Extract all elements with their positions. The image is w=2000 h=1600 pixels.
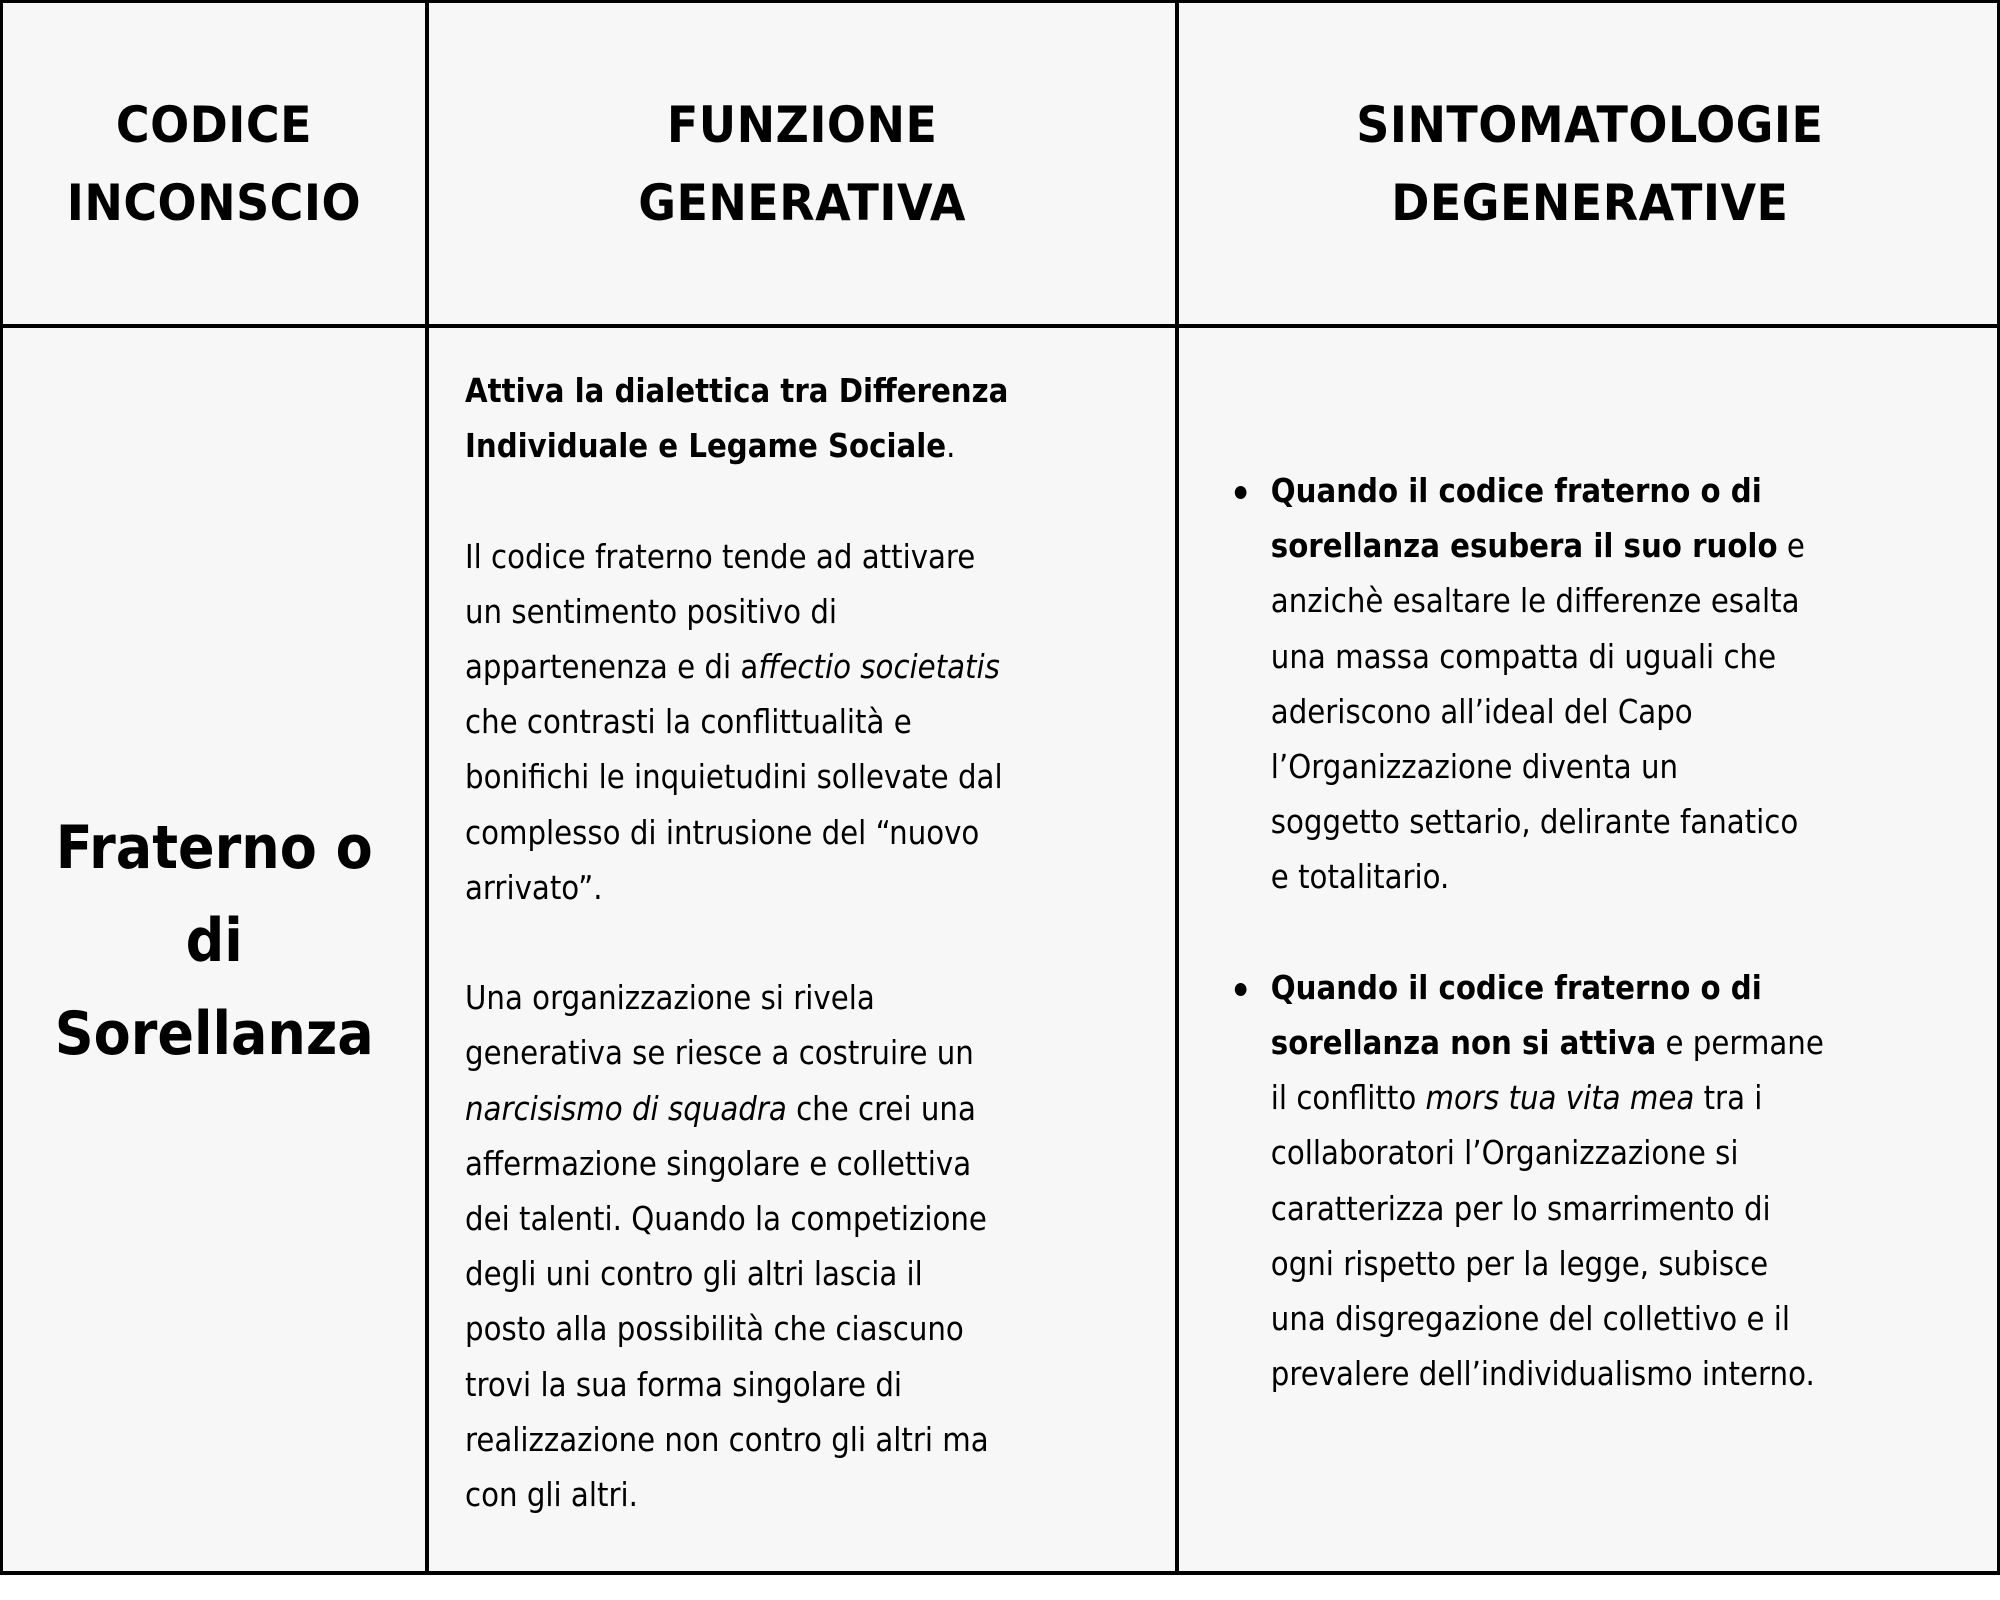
text-segment: caratterizza per lo smarrimento di: [1270, 1189, 1771, 1228]
text-segment: ogni rispetto per la legge, subisce: [1270, 1244, 1769, 1283]
text-segment: una massa compatta di uguali che: [1270, 637, 1777, 676]
text-line: [1271, 1071, 1909, 1126]
text-segment: un sentimento positivo di: [465, 592, 838, 631]
header-codice-inconscio: [3, 3, 425, 324]
text-segment: bonifichi le inquietudini sollevate dal: [465, 758, 1003, 797]
text-line: [465, 1302, 1086, 1357]
text-segment: Il codice fraterno tende ad attivare: [465, 537, 976, 576]
text-line: [465, 1082, 1086, 1137]
text-line: [1271, 795, 1909, 850]
text-line: [465, 971, 1086, 1026]
text-segment: .: [946, 427, 956, 466]
text-line: [1271, 630, 1909, 685]
paragraph: [465, 530, 1086, 916]
text-line: [465, 1192, 1086, 1247]
text-line: [465, 1468, 1086, 1523]
text-line: [465, 695, 1086, 750]
italic-text: mors tua vita mea: [1425, 1079, 1695, 1118]
text-segment: il conflitto: [1270, 1079, 1426, 1118]
text-line: [1271, 961, 1909, 1016]
text-segment: generativa se riesce a costruire un: [465, 1034, 974, 1073]
text-segment: dei talenti. Quando la competizione: [465, 1200, 987, 1239]
text-line: [465, 1247, 1086, 1302]
text-line: [1271, 1347, 1909, 1402]
text-line: [1271, 850, 1909, 905]
code-name: Fraterno o di Sorellanza: [54, 812, 374, 1069]
text-segment: posto alla possibilità che ciascuno: [465, 1310, 964, 1349]
text-line: [465, 530, 1086, 585]
text-segment: e permane: [1656, 1024, 1824, 1063]
bullet-icon: [1235, 983, 1247, 996]
text-line: [1271, 740, 1909, 795]
text-segment: collaboratori l’Organizzazione si: [1270, 1134, 1739, 1173]
text-segment: appartenenza e di a: [465, 648, 759, 686]
text-segment: che crei una: [786, 1089, 976, 1128]
text-line: [1271, 1292, 1909, 1347]
list-item: [1179, 961, 1909, 1403]
text-line: [1271, 1016, 1909, 1071]
text-line: [465, 750, 1086, 805]
bold-text: Quando il codice fraterno o di: [1270, 968, 1762, 1007]
text-segment: arrivato”.: [465, 868, 603, 907]
text-line: [465, 1137, 1086, 1192]
paragraph: [465, 364, 1086, 474]
text-segment: una disgregazione del collettivo e il: [1270, 1300, 1791, 1339]
funzione-generativa-text: [465, 364, 1086, 1523]
text-segment: con gli altri.: [465, 1476, 638, 1515]
sintomatologie-list: [1179, 464, 1909, 1402]
text-segment: tra i: [1694, 1079, 1763, 1118]
funzione-generativa-cell: [429, 328, 1175, 1574]
text-segment: affermazione singolare e collettiva: [465, 1144, 972, 1183]
text-line: [1271, 574, 1909, 629]
header-funzione-generativa: [429, 3, 1175, 324]
text-line: [465, 364, 1086, 419]
text-line: [465, 1026, 1086, 1081]
text-line: [465, 1358, 1086, 1413]
header-label: SINTOMATOLOGIE DEGENERATIVE: [1355, 95, 1824, 232]
text-segment: e totalitario.: [1270, 858, 1450, 897]
text-segment: Una organizzazione si rivela: [465, 979, 875, 1018]
italic-text: ffectio societatis: [758, 648, 1000, 686]
text-line: [465, 585, 1086, 640]
text-line: [1271, 1126, 1909, 1181]
text-segment: soggetto settario, delirante fanatico: [1270, 803, 1799, 842]
header-sintomatologie-degenerative: [1179, 3, 2000, 324]
italic-text: narcisismo di squadra: [465, 1089, 787, 1128]
bold-text: Attiva la dialettica tra Differenza: [465, 372, 1009, 410]
text-line: [465, 1413, 1086, 1468]
text-segment: realizzazione non contro gli altri ma: [465, 1420, 989, 1459]
header-label: CODICE INCONSCIO: [66, 95, 362, 232]
text-segment: trovi la sua forma singolare di: [465, 1365, 903, 1404]
text-segment: che contrasti la conflittualità e: [465, 703, 912, 742]
text-line: [465, 419, 1086, 474]
text-segment: complesso di intrusione del “nuovo: [465, 813, 980, 852]
text-segment: anzichè esaltare le differenze esalta: [1270, 582, 1800, 621]
text-line: [465, 640, 1086, 695]
text-line: [1271, 1237, 1909, 1292]
text-segment: prevalere dell’individualismo interno.: [1270, 1355, 1815, 1394]
text-line: [1271, 685, 1909, 740]
bold-text: sorellanza non si attiva: [1270, 1024, 1657, 1063]
text-segment: l’Organizzazione diventa un: [1270, 748, 1679, 787]
bold-text: Individuale e Legame Sociale: [465, 427, 947, 466]
text-line: [1271, 519, 1909, 574]
bold-text: sorellanza esubera il suo ruolo: [1270, 527, 1778, 566]
text-segment: e: [1777, 527, 1805, 566]
text-line: [465, 806, 1086, 861]
text-segment: degli uni contro gli altri lascia il: [465, 1255, 923, 1294]
bullet-icon: [1235, 486, 1247, 499]
text-line: [1271, 464, 1909, 519]
text-line: [1271, 1182, 1909, 1237]
list-item: [1179, 464, 1909, 906]
text-segment: aderiscono all’ideal del Capo: [1270, 692, 1693, 731]
header-label: FUNZIONE GENERATIVA: [638, 95, 966, 232]
bold-text: Quando il codice fraterno o di: [1270, 472, 1762, 510]
text-line: [465, 861, 1086, 916]
paragraph: [465, 971, 1086, 1523]
sintomatologie-degenerative-cell: [1179, 328, 2000, 1574]
code-cell: [3, 328, 425, 1574]
